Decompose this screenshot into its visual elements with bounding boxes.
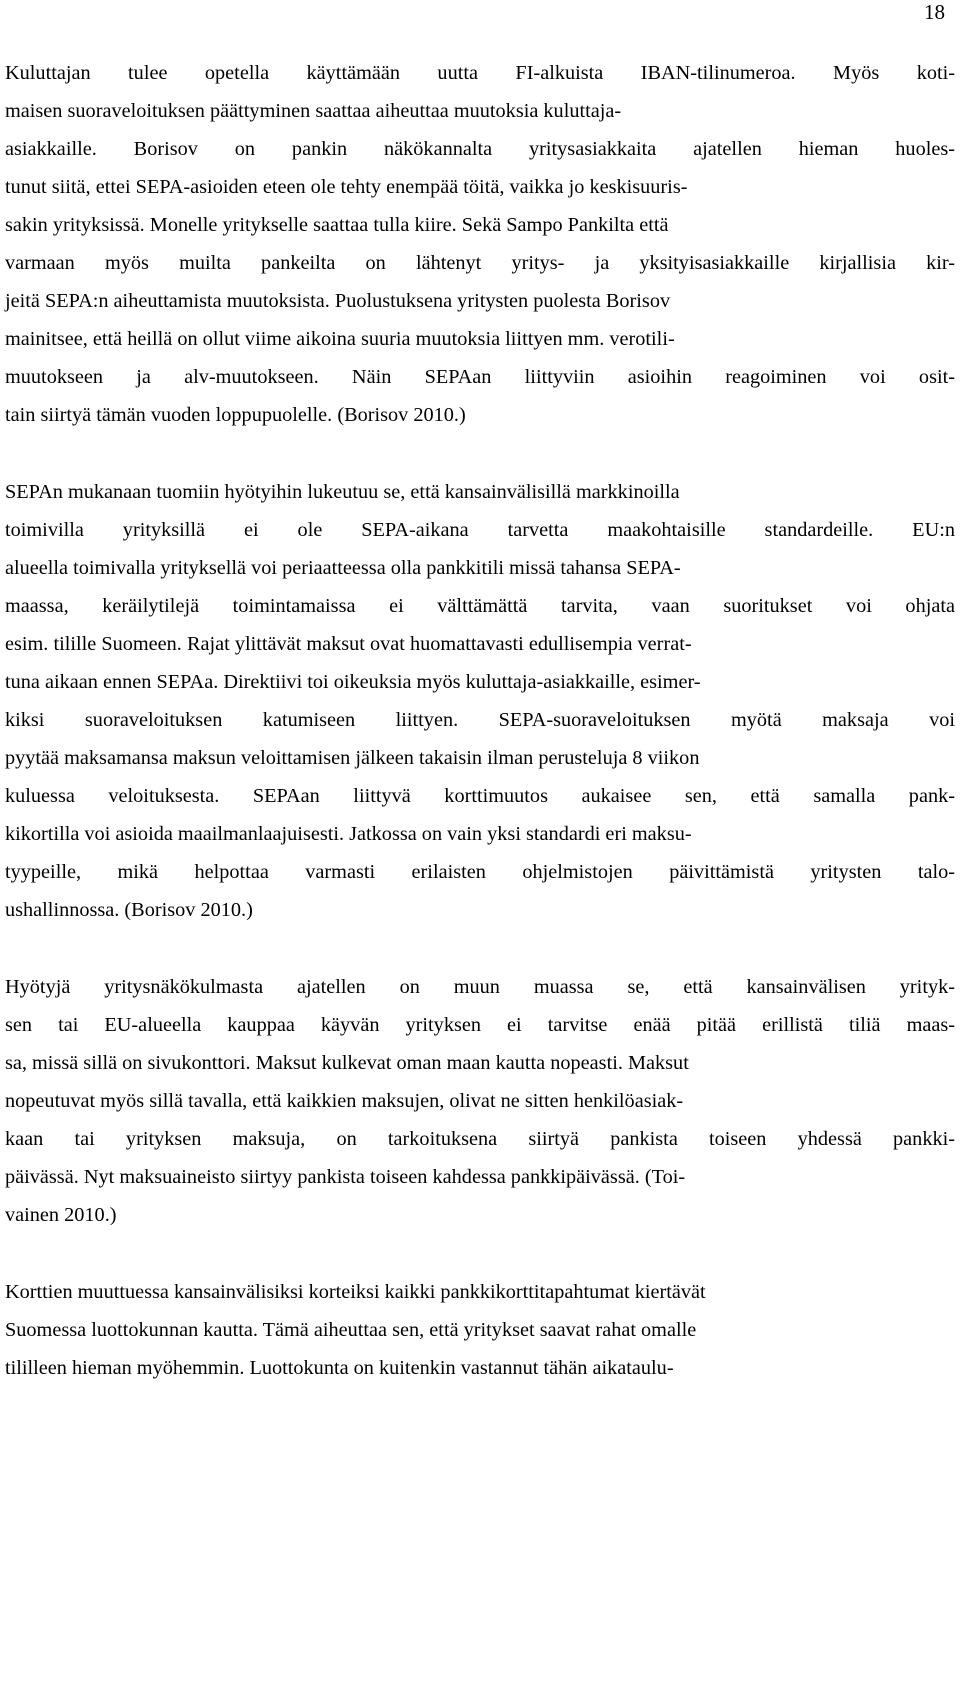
paragraph-1-line-3: asiakkaille. Borisov on pankin näkökannalta yritysasiakkaita ajatellen hieman huoles-: [5, 138, 955, 160]
paragraph-1-line-9: muutokseen ja alv-muutokseen. Näin SEPAan liittyviin asioihin reagoiminen voi osit-: [5, 366, 955, 388]
paragraph-4-line-2: Suomessa luottokunnan kautta. Tämä aiheuttaa sen, että yritykset saavat rahat omalle: [5, 1319, 697, 1341]
paragraph-1-line-5: sakin yrityksissä. Monelle yritykselle saattaa tulla kiire. Sekä Sampo Pankilta että: [5, 214, 669, 236]
paragraph-2-line-7: kiksi suoraveloituksen katumiseen liittyen. SEPA-suoraveloituksen myötä maksaja voi: [5, 709, 955, 731]
paragraph-1-line-10: tain siirtyä tämän vuoden loppupuolelle. (Borisov 2010.): [5, 404, 466, 426]
paragraph-3-line-5: kaan tai yrityksen maksuja, on tarkoituksena siirtyä pankista toiseen yhdessä pankki-: [5, 1128, 955, 1150]
paragraph-2-line-3: alueella toimivalla yrityksellä voi periaatteessa olla pankkitili missä tahansa SEPA-: [5, 557, 681, 579]
paragraph-2-line-4: maassa, keräilytilejä toimintamaissa ei välttämättä tarvita, vaan suoritukset voi ohjata: [5, 595, 955, 617]
paragraph-2-line-2: toimivilla yrityksillä ei ole SEPA-aikana tarvetta maakohtaisille standardeille. EU:n: [5, 519, 955, 541]
paragraph-2-line-5: esim. tilille Suomeen. Rajat ylittävät maksut ovat huomattavasti edullisempia verrat-: [5, 633, 692, 655]
paragraph-3-line-6: päivässä. Nyt maksuaineisto siirtyy pankista toiseen kahdessa pankkipäivässä. (Toi-: [5, 1166, 686, 1188]
paragraph-1-line-6: varmaan myös muilta pankeilta on lähtenyt yritys- ja yksityisasiakkaille kirjallisia kir-: [5, 252, 955, 274]
paragraph-2-line-10: kikortilla voi asioida maailmanlaajuisesti. Jatkossa on vain yksi standardi eri maksu-: [5, 823, 692, 845]
paragraph-1-line-4: tunut siitä, ettei SEPA-asioiden eteen ole tehty enempää töitä, vaikka jo keskisuuris-: [5, 176, 688, 198]
paragraph-3-line-2: sen tai EU-alueella kauppaa käyvän yrityksen ei tarvitse enää pitää erillistä tiliä maas-: [5, 1014, 955, 1036]
paragraph-4-line-1: Korttien muuttuessa kansainvälisiksi korteiksi kaikki pankkikorttitapahtumat kiertävät: [5, 1281, 706, 1303]
paragraph-2-line-11: tyypeille, mikä helpottaa varmasti erilaisten ohjelmistojen päivittämistä yritysten talo-: [5, 861, 955, 883]
paragraph-2-line-1: SEPAn mukanaan tuomiin hyötyihin lukeutuu se, että kansainvälisillä markkinoilla: [5, 481, 680, 503]
paragraph-4-line-3: tililleen hieman myöhemmin. Luottokunta on kuitenkin vastannut tähän aikataulu-: [5, 1357, 674, 1379]
paragraph-3-line-1: Hyötyjä yritysnäkökulmasta ajatellen on muun muassa se, että kansainvälisen yrityk-: [5, 976, 955, 998]
paragraph-2-line-12: ushallinnossa. (Borisov 2010.): [5, 899, 253, 921]
paragraph-3-line-7: vainen 2010.): [5, 1204, 117, 1226]
paragraph-1-line-8: mainitsee, että heillä on ollut viime aikoina suuria muutoksia liittyen mm. verotili-: [5, 328, 675, 350]
paragraph-1-line-1: Kuluttajan tulee opetella käyttämään uutta FI-alkuista IBAN-tilinumeroa. Myös koti-: [5, 62, 955, 84]
paragraph-1-line-2: maisen suoraveloituksen päättyminen saattaa aiheuttaa muutoksia kuluttaja-: [5, 100, 622, 122]
paragraph-3-line-4: nopeutuvat myös sillä tavalla, että kaikkien maksujen, olivat ne sitten henkilöasiak-: [5, 1090, 684, 1112]
paragraph-3-line-3: sa, missä sillä on sivukonttori. Maksut kulkevat oman maan kautta nopeasti. Maksut: [5, 1052, 689, 1074]
paragraph-2-line-6: tuna aikaan ennen SEPAa. Direktiivi toi oikeuksia myös kuluttaja-asiakkaille, esimer-: [5, 671, 701, 693]
paragraph-2-line-8: pyytää maksamansa maksun veloittamisen jälkeen takaisin ilman perusteluja 8 viikon: [5, 747, 700, 769]
paragraph-2-line-9: kuluessa veloituksesta. SEPAan liittyvä korttimuutos aukaisee sen, että samalla pank-: [5, 785, 955, 807]
page-number: 18: [924, 0, 945, 24]
paragraph-1-line-7: jeitä SEPA:n aiheuttamista muutoksista. Puolustuksena yritysten puolesta Borisov: [5, 290, 671, 312]
